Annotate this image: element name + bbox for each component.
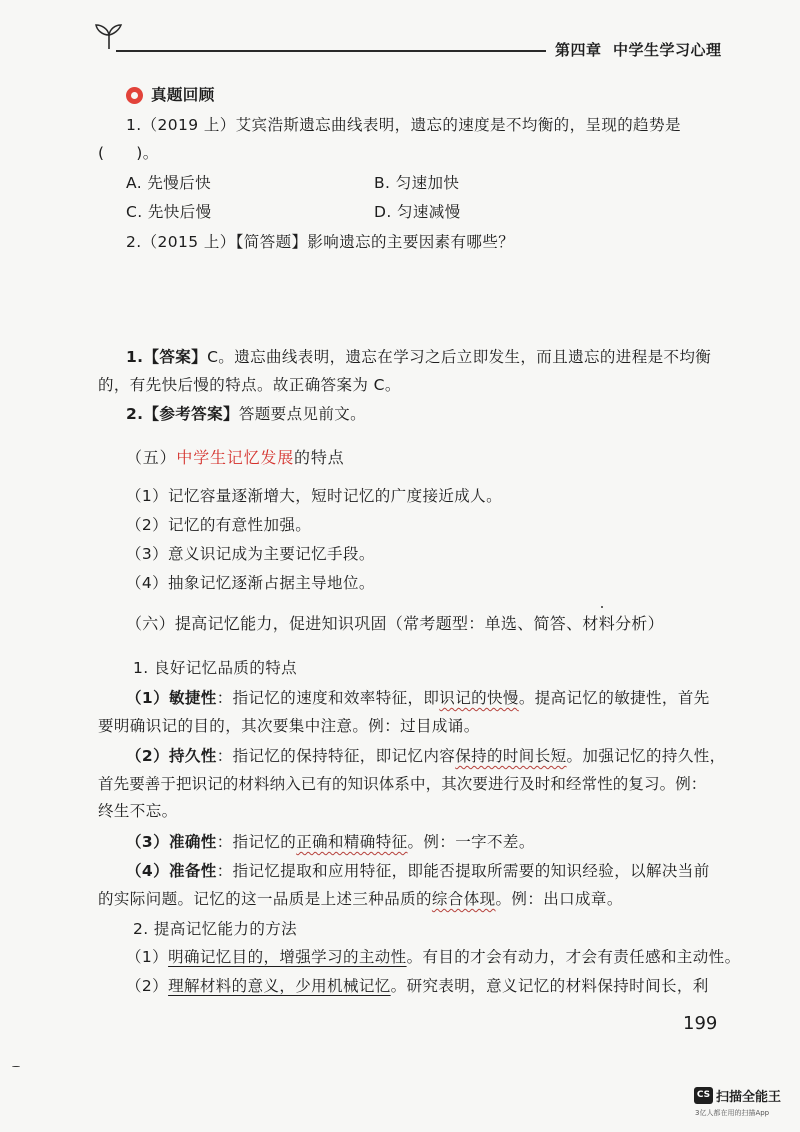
method-2 xyxy=(126,975,709,997)
section-5-heading xyxy=(126,447,344,469)
section-5-suffix: 的特点 xyxy=(294,448,345,467)
question-1-blank: ( )。 xyxy=(98,144,159,162)
paragraph-readiness-cont xyxy=(98,888,623,910)
option-d: D. 匀速减慢 xyxy=(374,203,461,221)
answer-1-text: C。遗忘曲线表明，遗忘在学习之后立即发生，而且遗忘的进程是不均衡 xyxy=(207,348,712,366)
watermark-name: 扫描全能王 xyxy=(716,1090,782,1105)
method-number: （1） xyxy=(126,948,169,966)
text-run: 。加强记忆的持久性， xyxy=(566,747,726,765)
answer-2-text: 答题要点见前文。 xyxy=(238,405,367,423)
paragraph-agility xyxy=(126,687,710,709)
paragraph-persistence-cont: 首先要善于把识记的材料纳入已有的知识体系中，其次要进行及时和经常性的复习。例： xyxy=(98,775,707,793)
target-icon xyxy=(126,87,143,104)
text-run: 。例：一字不差。 xyxy=(407,833,535,851)
running-header xyxy=(555,39,721,60)
option-b: B. 匀速加快 xyxy=(374,174,460,192)
review-title: 真题回顾 xyxy=(151,86,215,104)
scan-speck xyxy=(601,606,603,608)
underlined-phrase: 识记的快慢 xyxy=(439,689,519,707)
subheading-1: 1. 良好记忆品质的特点 xyxy=(133,659,298,677)
paragraph-persistence xyxy=(126,745,726,767)
answer-2-label: 2.【参考答案】 xyxy=(126,405,239,423)
term-persistence: （2）持久性 xyxy=(126,747,217,765)
method-number: （2） xyxy=(126,977,169,995)
list-item: （2）记忆的有意性加强。 xyxy=(126,516,312,534)
subheading-2: 2. 提高记忆能力的方法 xyxy=(133,920,298,938)
watermark-tagline: 3亿人都在用的扫描App xyxy=(695,1109,770,1117)
text-run: ：指记忆的速度和效率特征，即 xyxy=(216,689,440,707)
text-run: ：指记忆提取和应用特征，即能否提取所需要的知识经验，以解决当前 xyxy=(216,862,710,880)
underlined-phrase: 正确和精确特征 xyxy=(296,833,408,851)
sprout-icon xyxy=(92,22,126,50)
paragraph-persistence-cont: 终生不忘。 xyxy=(98,802,178,820)
term-readiness: （4）准备性 xyxy=(126,862,217,880)
text-run: 。研究表明，意义记忆的材料保持时间长，利 xyxy=(390,977,709,995)
option-c: C. 先快后慢 xyxy=(126,203,212,221)
header-rule xyxy=(116,50,546,52)
underlined-phrase: 明确记忆目的，增强学习的主动性 xyxy=(168,948,407,966)
paragraph-readiness xyxy=(126,860,710,882)
list-item: （1）记忆容量逐渐增大，短时记忆的广度接近成人。 xyxy=(126,487,502,505)
text-run: 的实际问题。记忆的这一品质是上述三种品质的 xyxy=(98,890,432,908)
section-5-number: （五） xyxy=(126,448,177,467)
section-6-heading: （六）提高记忆能力，促进知识巩固（常考题型：单选、简答、材料分析） xyxy=(126,614,664,633)
question-2: 2.（2015 上）【简答题】影响遗忘的主要因素有哪些？ xyxy=(126,233,515,251)
paragraph-accuracy xyxy=(126,831,535,853)
camscanner-logo-icon: CS xyxy=(694,1087,713,1104)
underlined-phrase: 综合体现 xyxy=(431,890,496,908)
list-item: （4）抽象记忆逐渐占据主导地位。 xyxy=(126,574,375,592)
answer-1-cont: 的，有先快后慢的特点。故正确答案为 C。 xyxy=(98,376,401,394)
question-1: 1.（2019 上）艾宾浩斯遗忘曲线表明，遗忘的速度是不均衡的，呈现的趋势是 xyxy=(126,116,681,134)
underlined-phrase: 保持的时间长短 xyxy=(455,747,567,765)
chapter-title: 中学生学习心理 xyxy=(612,41,722,59)
section-5-keyword: 中学生记忆发展 xyxy=(176,448,295,467)
term-agility: （1）敏捷性 xyxy=(126,689,217,707)
list-item: （3）意义识记成为主要记忆手段。 xyxy=(126,545,375,563)
text-run: ：指记忆的 xyxy=(216,833,297,851)
option-a: A. 先慢后快 xyxy=(126,174,211,192)
text-run: 。有目的才会有动力，才会有责任感和主动性。 xyxy=(406,948,741,966)
term-accuracy: （3）准确性 xyxy=(126,833,217,851)
chapter-label: 第四章 xyxy=(555,41,602,59)
answer-2 xyxy=(126,403,366,425)
text-run: 。例：出口成章。 xyxy=(495,890,623,908)
text-run: 。提高记忆的敏捷性，首先 xyxy=(518,689,710,707)
answer-1 xyxy=(126,346,711,368)
paragraph-agility-cont: 要明确识记的目的，其次要集中注意。例：过目成诵。 xyxy=(98,717,480,735)
underlined-phrase: 理解材料的意义，少用机械记忆 xyxy=(168,977,391,995)
text-run: ：指记忆的保持特征，即记忆内容 xyxy=(216,747,456,765)
scan-speck xyxy=(12,1066,20,1067)
method-1 xyxy=(126,946,740,968)
page-number: 199 xyxy=(683,1013,718,1034)
answer-1-label: 1.【答案】 xyxy=(126,348,208,366)
